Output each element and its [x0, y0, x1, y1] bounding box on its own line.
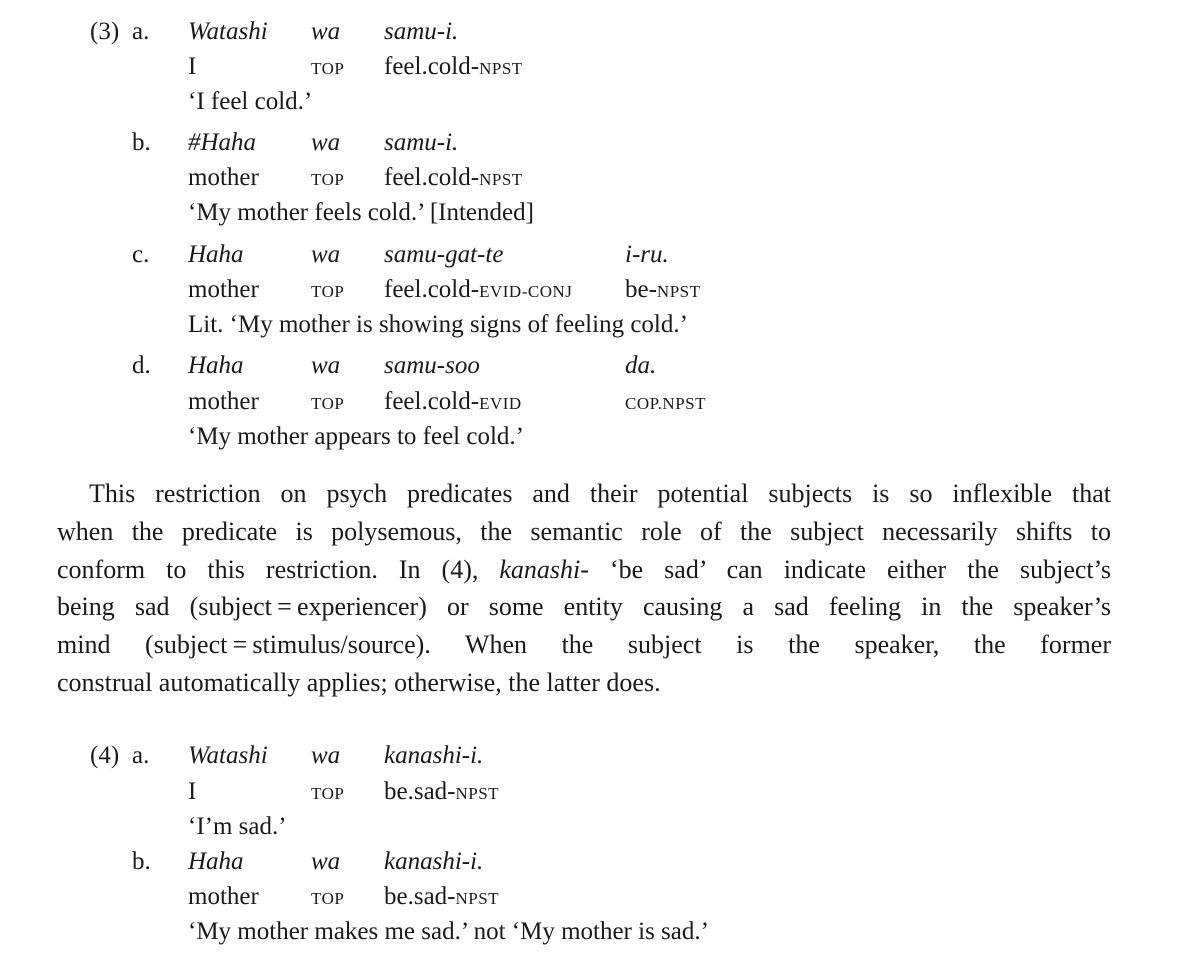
translation: ‘My mother makes me sad.’ not ‘My mother is sad.’ — [188, 918, 709, 945]
example-letter: c. — [132, 241, 150, 268]
source-word: wa — [311, 848, 341, 875]
example-letter: b. — [132, 129, 151, 156]
gloss-word: TOP — [311, 784, 345, 803]
example-letter: b. — [132, 848, 151, 875]
gloss-word: be.sad-NPST — [384, 883, 500, 910]
source-word: i-ru. — [625, 241, 669, 268]
source-word: wa — [311, 352, 341, 379]
paragraph-line: mind (subject = stimulus/source). When the subject is the speaker, the former — [57, 630, 1111, 660]
example-number: (3) — [90, 18, 120, 45]
source-word: samu-soo — [384, 352, 480, 379]
gloss-word: feel.cold-NPST — [384, 164, 523, 191]
gloss-word: mother — [188, 164, 259, 191]
gloss-word: feel.cold-EVID-CONJ — [384, 276, 573, 303]
source-word: kanashi-i. — [384, 742, 484, 769]
source-word: Haha — [188, 848, 244, 875]
source-word: Haha — [188, 352, 244, 379]
gloss-word: TOP — [311, 889, 345, 908]
italic-term: kanashi- — [499, 554, 589, 584]
paragraph-line: conform to this restriction. In (4), kanashi- ‘be sad’ can indicate either the subject’s — [57, 554, 1111, 584]
source-word: wa — [311, 18, 341, 45]
gloss-word: COP.NPST — [625, 394, 707, 413]
gloss-word: feel.cold-EVID — [384, 388, 522, 415]
source-word: samu-i. — [384, 18, 459, 45]
source-word: wa — [311, 129, 341, 156]
source-word: Watashi — [188, 742, 268, 769]
gloss-word: TOP — [311, 170, 345, 189]
paragraph-line: This restriction on psych predicates and their potential subjects is so inflexible that — [89, 479, 1111, 508]
translation: ‘My mother feels cold.’ [Intended] — [188, 199, 534, 226]
gloss-word: mother — [188, 388, 259, 415]
example-letter: a. — [132, 742, 150, 769]
source-word: Haha — [188, 241, 244, 268]
gloss-word: mother — [188, 883, 259, 910]
paragraph-line: when the predicate is polysemous, the semantic role of the subject necessarily shifts to — [57, 516, 1111, 546]
source-word: Watashi — [188, 18, 268, 45]
gloss-word: TOP — [311, 282, 345, 301]
source-word: da. — [625, 352, 657, 379]
source-word: samu-gat-te — [384, 241, 504, 268]
example-letter: d. — [132, 352, 151, 379]
translation: ‘I’m sad.’ — [188, 813, 287, 840]
source-word: wa — [311, 742, 341, 769]
gloss-word: TOP — [311, 59, 345, 78]
gloss-word: mother — [188, 276, 259, 303]
source-word: kanashi-i. — [384, 848, 484, 875]
gloss-word: I — [188, 53, 197, 80]
example-number: (4) — [90, 742, 120, 769]
body-paragraph — [57, 475, 1111, 702]
translation: ‘I feel cold.’ — [188, 88, 313, 115]
gloss-word: feel.cold-NPST — [384, 53, 523, 80]
gloss-word: be-NPST — [625, 276, 701, 303]
paragraph-line: being sad (subject = experiencer) or some entity causing a sad feeling in the speaker’s — [57, 592, 1111, 622]
translation: Lit. ‘My mother is showing signs of feeling cold.’ — [188, 311, 688, 338]
example-letter: a. — [132, 18, 150, 45]
translation: ‘My mother appears to feel cold.’ — [188, 423, 524, 450]
source-word: #Haha — [188, 129, 257, 156]
source-word: wa — [311, 241, 341, 268]
source-word: samu-i. — [384, 129, 459, 156]
paragraph-line: construal automatically applies; otherwise, the latter does. — [57, 667, 661, 697]
gloss-word: be.sad-NPST — [384, 778, 500, 805]
gloss-word: I — [188, 778, 197, 805]
gloss-word: TOP — [311, 394, 345, 413]
